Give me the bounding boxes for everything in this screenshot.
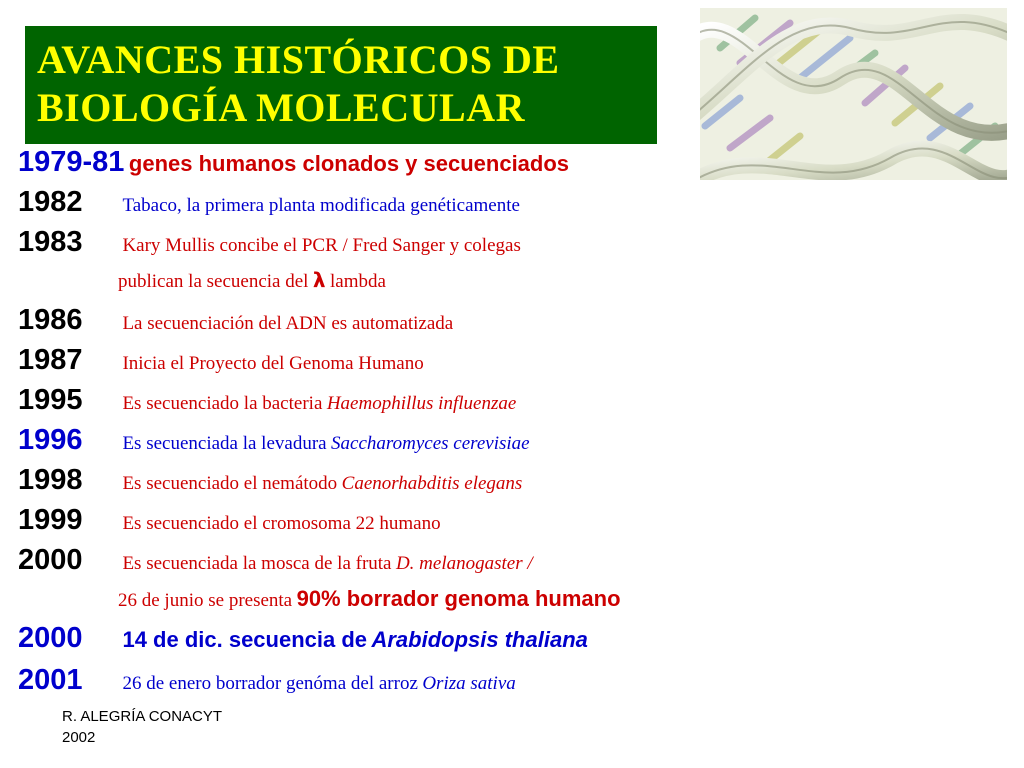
entry-text: Es secuenciada la mosca de la fruta	[122, 553, 392, 574]
title-box	[25, 26, 657, 144]
timeline-entry-2000	[18, 544, 533, 577]
entry-text: genes humanos clonados y secuenciados	[128, 151, 570, 176]
title-line-2: BIOLOGÍA MOLECULAR	[37, 85, 525, 130]
entry-text: Es secuenciada la levadura	[122, 433, 327, 454]
entry-highlight: 90% borrador genoma humano	[296, 586, 621, 611]
timeline-entry-1979	[18, 146, 569, 179]
year-label: 1996	[18, 424, 83, 456]
year-label: 1995	[18, 384, 83, 416]
year-label: 1986	[18, 304, 83, 336]
entry-text: Es secuenciado el nemátodo	[122, 473, 338, 494]
timeline-entry-2001	[18, 664, 516, 697]
dna-icon	[700, 8, 1007, 180]
title-line-1: AVANCES HISTÓRICOS DE	[37, 37, 560, 82]
timeline-entry-2000-dec	[18, 622, 588, 655]
timeline-entry-1996	[18, 424, 530, 457]
entry-text: Tabaco, la primera planta modificada genéticamente	[122, 195, 520, 216]
entry-text: 26 de enero borrador genóma del arroz	[122, 673, 418, 694]
entry-text: Kary Mullis concibe el PCR / Fred Sanger y colegas	[122, 235, 521, 256]
year-label: 1998	[18, 464, 83, 496]
timeline-entry-2000-cont	[118, 586, 621, 612]
year-label: 1979-81	[18, 146, 125, 178]
year-label: 1987	[18, 344, 83, 376]
year-label: 1999	[18, 504, 83, 536]
species-name: D. melanogaster /	[395, 553, 533, 574]
entry-text: Es secuenciado el cromosoma 22 humano	[122, 513, 441, 534]
entry-text-cont: 26 de junio se presenta	[118, 590, 293, 611]
footer-line-1: R. ALEGRÍA CONACYT	[62, 708, 223, 725]
species-name: Oriza sativa	[422, 673, 516, 694]
year-label: 1982	[18, 186, 83, 218]
timeline-entry-1982	[18, 186, 520, 219]
entry-text: Inicia el Proyecto del Genoma Humano	[122, 353, 424, 374]
footer-credit	[62, 706, 222, 748]
timeline-entry-1995	[18, 384, 516, 417]
timeline-entry-1983-cont	[118, 268, 386, 293]
dna-helix-image	[700, 8, 1007, 180]
year-label: 2001	[18, 664, 83, 696]
species-name: Caenorhabditis elegans	[341, 473, 523, 494]
species-name: Saccharomyces cerevisiae	[331, 433, 530, 454]
year-label: 1983	[18, 226, 83, 258]
lambda-symbol: λ	[312, 268, 326, 292]
year-label: 2000	[18, 544, 83, 576]
entry-text: Es secuenciado la bacteria	[122, 393, 323, 414]
timeline-entry-1987	[18, 344, 424, 377]
footer-line-2: 2002	[62, 729, 96, 746]
timeline-entry-1999	[18, 504, 441, 537]
timeline-entry-1983	[18, 226, 521, 259]
species-name: Haemophillus influenzae	[326, 393, 517, 414]
year-label: 2000	[18, 622, 83, 654]
entry-text: La secuenciación del ADN es automatizada	[122, 313, 454, 334]
entry-text-cont-2: lambda	[330, 271, 386, 292]
timeline-entry-1998	[18, 464, 522, 497]
entry-text: 14 de dic. secuencia de	[122, 627, 368, 652]
timeline-entry-1986	[18, 304, 453, 337]
entry-text-cont: publican la secuencia del	[118, 271, 309, 292]
species-name: Arabidopsis thaliana	[371, 627, 588, 652]
